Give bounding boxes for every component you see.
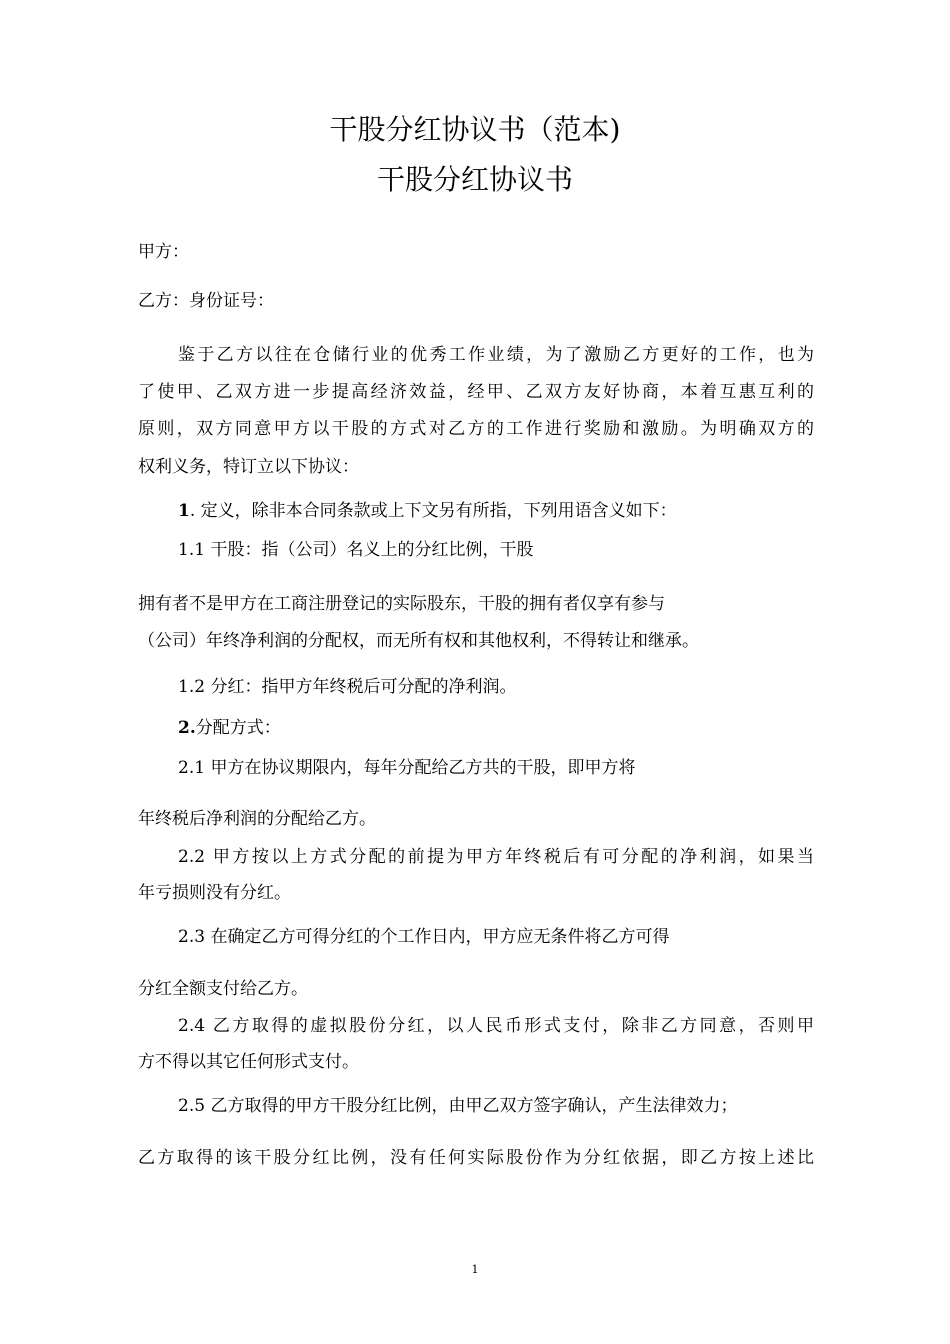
clause-1-1-cont-1: 拥有者不是甲方在工商注册登记的实际股东，干股的拥有者仅享有参与 <box>138 594 665 614</box>
clause-2-4-line-1: 2.4 乙方取得的虚拟股份分红，以人民币形式支付，除非乙方同意，否则甲 <box>178 1016 814 1036</box>
clause-2-5: 2.5 乙方取得的甲方干股分红比例，由甲乙双方签字确认，产生法律效力； <box>178 1096 738 1116</box>
clause-2-2-line-2: 年亏损则没有分红。 <box>138 883 291 903</box>
clause-2-3: 2.3 在确定乙方可得分红的个工作日内，甲方应无条件将乙方可得 <box>178 927 670 947</box>
section-1-text: . 定义，除非本合同条款或上下文另有所指，下列用语含义如下： <box>189 501 677 521</box>
clause-1-1-cont-2: （公司）年终净利润的分配权，而无所有权和其他权利，不得转让和继承。 <box>138 631 699 651</box>
clause-2-3-cont: 分红全额支付给乙方。 <box>138 979 308 999</box>
section-1-heading <box>178 503 677 520</box>
party-b-line: 乙方：身份证号： <box>138 291 274 311</box>
clause-2-4-line-2: 方不得以其它任何形式支付。 <box>138 1052 359 1072</box>
section-2-number: 2. <box>178 718 196 738</box>
clause-2-1-cont: 年终税后净利润的分配给乙方。 <box>138 809 376 829</box>
intro-line-1: 鉴于乙方以往在仓储行业的优秀工作业绩，为了激励乙方更好的工作，也为 <box>178 345 814 365</box>
intro-line-4: 权利义务，特订立以下协议： <box>138 457 359 477</box>
page-number: 1 <box>471 1263 479 1276</box>
clause-2-5-cont: 乙方取得的该干股分红比例，没有任何实际股份作为分红依据，即乙方按上述比 <box>138 1148 814 1168</box>
section-2-heading <box>178 720 281 737</box>
intro-line-3: 原则，双方同意甲方以干股的方式对乙方的工作进行奖励和激励。为明确双方的 <box>138 419 814 439</box>
section-2-text: 分配方式： <box>195 718 281 738</box>
clause-2-2-line-1: 2.2 甲方按以上方式分配的前提为甲方年终税后有可分配的净利润，如果当 <box>178 847 814 867</box>
document-subtitle: 干股分红协议书 <box>376 163 573 196</box>
section-1-number: 1 <box>178 501 190 521</box>
party-a-line: 甲方： <box>138 242 189 262</box>
clause-2-1: 2.1 甲方在协议期限内，每年分配给乙方共的干股，即甲方将 <box>178 758 636 778</box>
clause-1-2: 1.2 分红：指甲方年终税后可分配的净利润。 <box>178 677 517 697</box>
intro-line-2: 了使甲、乙双方进一步提高经济效益，经甲、乙双方友好协商，本着互惠互利的 <box>138 382 814 402</box>
clause-1-1: 1.1 干股：指（公司）名义上的分红比例，干股 <box>178 540 534 560</box>
document-title: 干股分红协议书（范本) <box>329 113 621 146</box>
